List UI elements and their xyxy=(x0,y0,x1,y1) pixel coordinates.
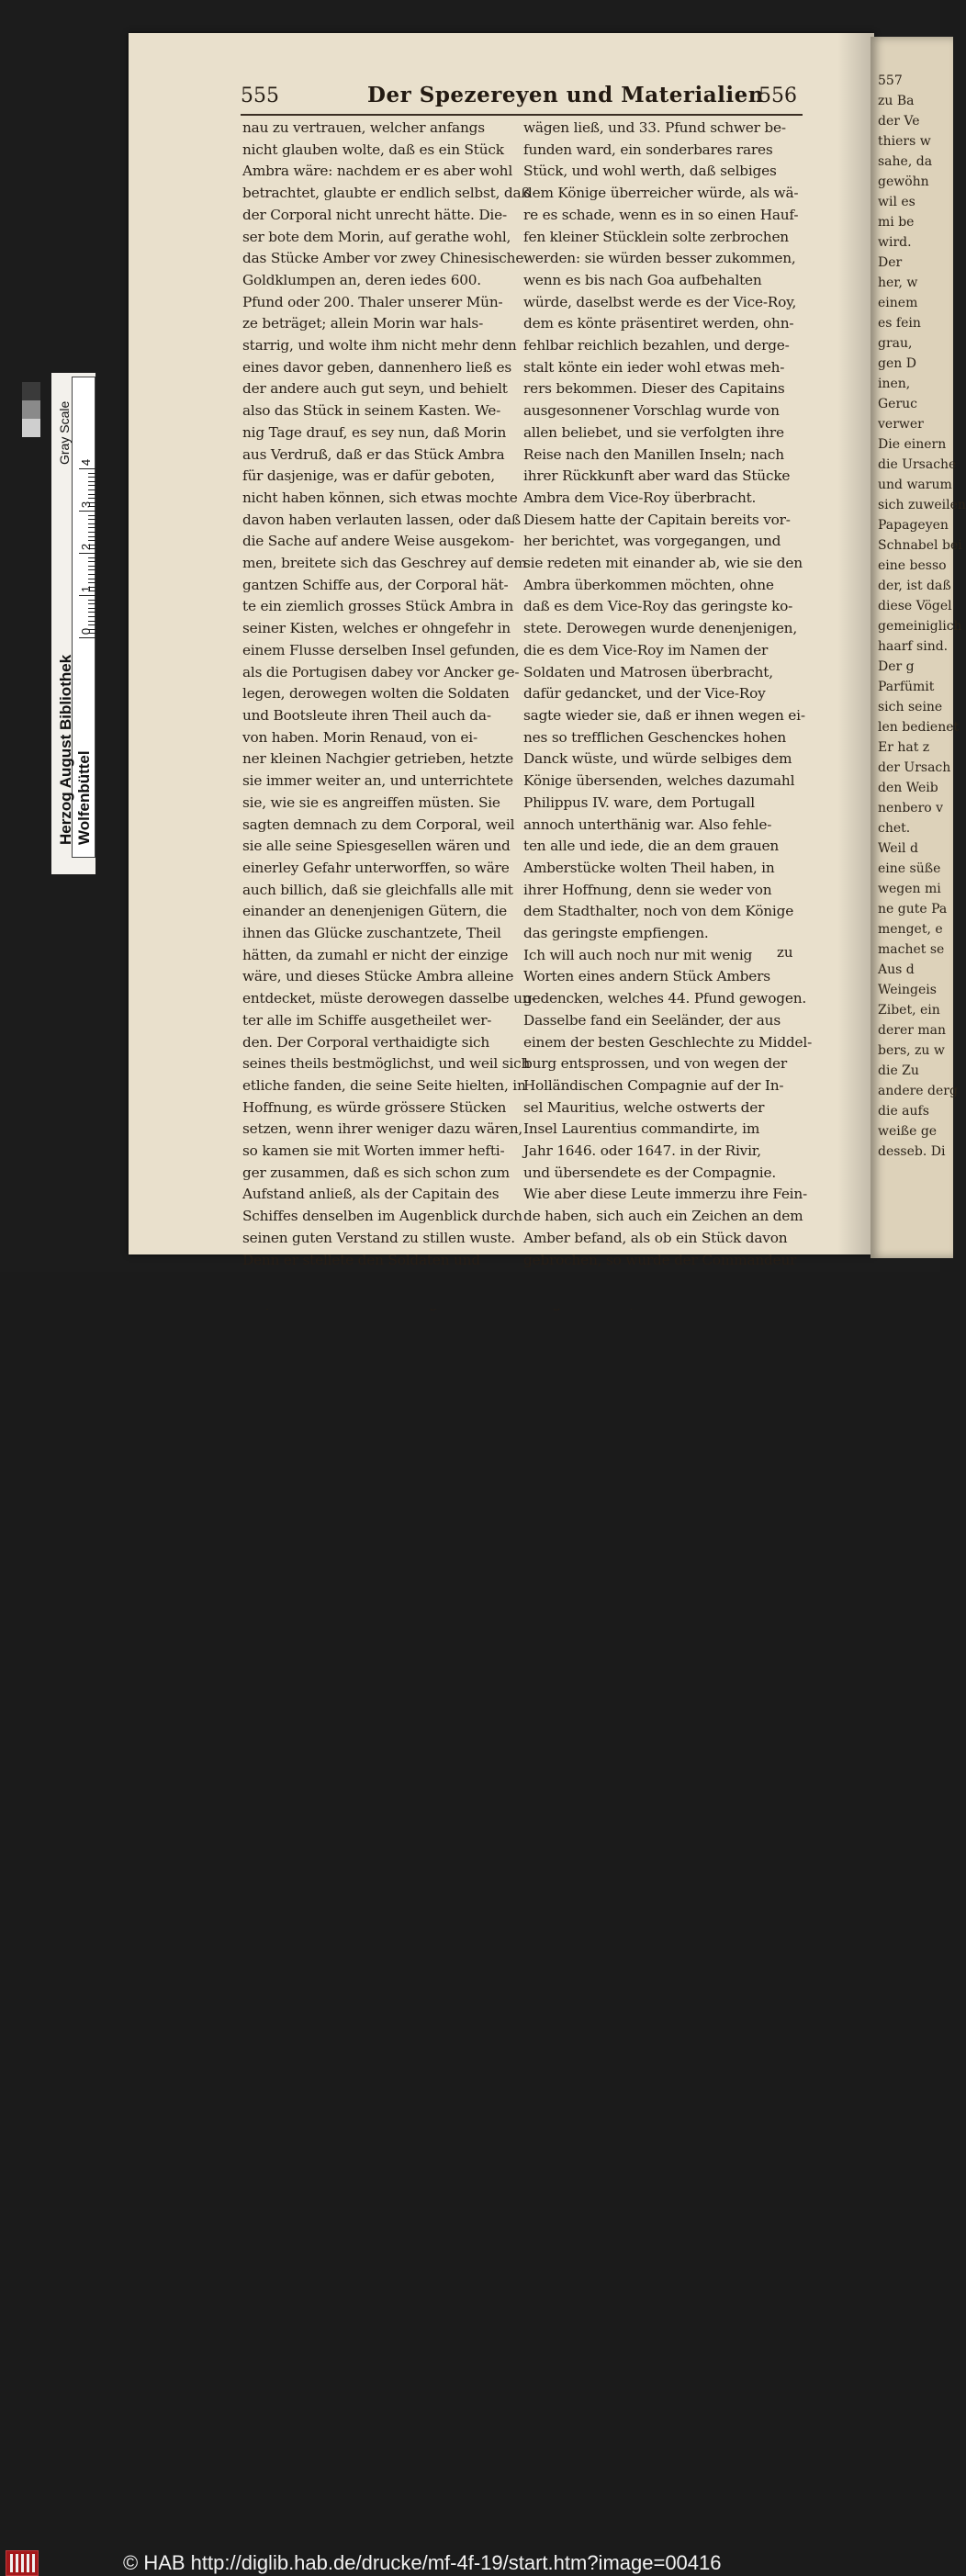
header-rule xyxy=(241,114,803,116)
text-line: eines davor geben, dannenhero ließ es xyxy=(242,358,511,376)
text-line: ner kleinen Nachgier getrieben, hetzte xyxy=(242,750,514,768)
facing-text-fragment: Zibet, ein xyxy=(878,1003,940,1018)
facing-text-fragment: Parfümit xyxy=(878,680,935,694)
ruler-tick xyxy=(88,532,95,533)
facing-text-fragment: Papageyen xyxy=(878,518,949,533)
facing-text-fragment: sahe, da xyxy=(878,154,933,169)
text-line: re es schade, wenn es in so einen Hauf- xyxy=(523,206,799,223)
ruler-tick xyxy=(88,485,95,486)
text-line: te ein ziemlich grosses Stück Ambra in xyxy=(242,598,514,615)
ruler-digit: 1 xyxy=(79,585,94,593)
text-line: ausgesonnener Vorschlag wurde von xyxy=(523,402,780,420)
text-line: Ambra wäre: nachdem er es aber wohl xyxy=(242,163,513,180)
text-line: hätten, da zumahl er nicht der einzige xyxy=(242,946,509,963)
text-line: Worten eines andern Stück Ambers xyxy=(523,968,770,985)
facing-text-fragment: mi be xyxy=(878,215,915,230)
ruler-digit: 4 xyxy=(79,458,94,467)
facing-text-fragment: der Ursach xyxy=(878,760,951,775)
text-line: daß es dem Vice-Roy das geringste ko- xyxy=(523,598,793,615)
gray-swatch-light xyxy=(22,419,40,437)
facing-text-fragment: diese Vögel xyxy=(878,599,952,613)
left-page-number: 555 xyxy=(241,84,279,107)
text-line: Pfund oder 200. Thaler unserer Mün- xyxy=(242,293,503,310)
text-line: seiner Kisten, welches er ohngefehr in xyxy=(242,620,511,637)
text-line: men, breitete sich das Geschrey auf dem xyxy=(242,555,527,572)
text-line: fehlbar reichlich bezahlen, und derge- xyxy=(523,337,790,354)
text-line: als die Portugisen dabey vor Ancker ge- xyxy=(242,663,520,681)
text-line: ihrer Hoffnung, denn sie weder von xyxy=(523,881,772,898)
text-line: davon haben verlauten lassen, oder daß xyxy=(242,511,521,528)
ruler-tick xyxy=(88,574,95,575)
text-line: Dasselbe fand ein Seeländer, der aus xyxy=(523,1011,781,1029)
text-line: der andere auch gut seyn, und behielt xyxy=(242,380,508,398)
text-line: dem Könige überreicher würde, als wä- xyxy=(523,185,799,202)
ruler-tick xyxy=(88,608,95,609)
text-line: Danck wüste, und würde selbiges dem xyxy=(523,750,792,768)
running-title: Der Spezereyen und Materialien xyxy=(367,83,764,107)
ruler-tick xyxy=(88,523,95,524)
facing-text-fragment: Die einern xyxy=(878,437,947,452)
text-line: Jahr 1646. oder 1647. in der Rivir, xyxy=(523,1142,761,1160)
ruler-tick xyxy=(88,621,95,622)
text-line: dem Stadthalter, noch von dem Könige xyxy=(523,903,794,920)
text-line: etliche fanden, die seine Seite hielten, in xyxy=(242,1076,526,1094)
text-line: dem es könte präsentiret werden, ohn- xyxy=(523,315,794,332)
text-line: also das Stück in seinem Kasten. We- xyxy=(242,402,501,420)
facing-text-fragment: andere derg xyxy=(878,1084,958,1098)
facing-text-fragment: desseb. Di xyxy=(878,1144,946,1159)
text-line: Wie aber diese Leute immerzu ihre Fein- xyxy=(523,1186,807,1203)
text-line: nicht glauben wolte, daß es ein Stück xyxy=(242,141,504,158)
ruler-tick xyxy=(79,511,95,512)
facing-text-fragment: 557 xyxy=(878,73,903,88)
text-line: sagte wieder sie, daß er ihnen wegen ei- xyxy=(523,706,805,724)
text-line: der Corporal nicht unrecht hätte. Die- xyxy=(242,206,507,223)
facing-text-fragment: Der g xyxy=(878,659,915,674)
ruler-tick xyxy=(88,582,95,583)
ruler-tick xyxy=(88,603,95,604)
facing-text-fragment: sich seine xyxy=(878,700,943,714)
facing-text-fragment: gewöhn xyxy=(878,174,929,189)
text-line: würde, daselbst werde es der Vice-Roy, xyxy=(523,293,797,310)
gray-scale-label: Gray Scale xyxy=(57,400,72,465)
text-line: einem der besten Geschlechte zu Middel- xyxy=(523,1033,813,1051)
text-line: aus Verdruß, daß er das Stück Ambra xyxy=(242,445,505,463)
ruler-digit: 2 xyxy=(79,543,94,551)
ruler-tick xyxy=(88,566,95,567)
text-line: wägen ließ, und 33. Pfund schwer be- xyxy=(523,119,786,136)
ruler-tick xyxy=(79,553,95,554)
facing-text-fragment: wird. xyxy=(878,235,912,250)
facing-text-fragment: grau, xyxy=(878,336,913,351)
institution-city: Wolfenbüttel xyxy=(75,750,93,845)
text-line: her berichtet, was vorgegangen, und xyxy=(523,533,781,550)
text-line: Schiffes denselben im Augenblick durch xyxy=(242,1208,522,1225)
right-text-column xyxy=(523,118,813,1268)
text-line: auch billich, daß sie gleichfalls alle mit xyxy=(242,881,513,898)
text-line: rers bekommen. Dieser des Capitains xyxy=(523,380,785,398)
text-line: Reise nach den Manillen Inseln; nach xyxy=(523,445,784,463)
text-line: stete. Derowegen wurde denenjenigen, xyxy=(523,620,797,637)
facing-text-fragment: wil es xyxy=(878,195,915,209)
ruler-ticks xyxy=(79,468,95,643)
facing-text-fragment: len bedienet xyxy=(878,720,960,735)
ruler-tick xyxy=(88,600,95,601)
text-line: entdecket, müste derowegen dasselbe un- xyxy=(242,990,536,1007)
facing-text-fragment: ne gute Pa xyxy=(878,902,948,917)
text-line: setzen, wenn ihrer weniger dazu wären, xyxy=(242,1120,523,1138)
facing-page-fragment xyxy=(871,37,966,1258)
facing-text-fragment: her, w xyxy=(878,276,918,290)
text-line: allen beliebet, und sie verfolgten ihre xyxy=(523,423,784,441)
facing-text-fragment: Er hat z xyxy=(878,740,930,755)
scan-stage xyxy=(0,0,966,1272)
text-line: ser bote dem Morin, auf gerathe wohl, xyxy=(242,228,511,245)
facing-text-fragment: einem xyxy=(878,296,918,310)
facing-text-fragment: Der xyxy=(878,255,903,270)
ruler-tick xyxy=(88,494,95,495)
facing-text-fragment: menget, e xyxy=(878,922,943,937)
ruler-tick xyxy=(88,519,95,520)
text-line: gedencken, welches 44. Pfund gewogen. xyxy=(523,990,807,1007)
text-line: ihrer Rückkunft aber ward das Stücke xyxy=(523,467,791,485)
ruler-digit: 0 xyxy=(79,627,94,636)
facing-text-fragment: bers, zu w xyxy=(878,1043,945,1058)
text-line: Könige übersenden, welches dazumahl xyxy=(523,772,795,790)
text-line: ter alle im Schiffe ausgetheilet wer- xyxy=(242,1011,492,1029)
ruler-tick xyxy=(79,637,95,638)
text-line: de haben, sich auch ein Zeichen an dem xyxy=(523,1208,803,1225)
text-line: nig Tage drauf, es sey nun, daß Morin xyxy=(242,423,507,441)
text-line: das geringste empfiengen. xyxy=(523,925,709,942)
text-line: fen kleiner Stücklein solte zerbrochen xyxy=(523,228,789,245)
text-line: sel Mauritius, welche ostwerts der xyxy=(523,1098,765,1116)
ruler-tick xyxy=(88,536,95,537)
facing-text-fragment: der, ist daß xyxy=(878,579,951,593)
ruler-tick xyxy=(88,616,95,617)
facing-text-fragment: die Zu xyxy=(878,1063,919,1078)
text-line: sie redeten mit einander ab, wie sie den xyxy=(523,555,803,572)
text-line: die Sache auf andere Weise ausgekom- xyxy=(242,533,514,550)
text-line: und übersendete es der Compagnie. xyxy=(523,1164,776,1181)
text-line: Denn er stellete den Soldaten und xyxy=(242,1251,480,1268)
ruler-tick xyxy=(88,624,95,625)
hab-logo-icon xyxy=(6,2550,39,2576)
text-line: Holländischen Compagnie auf der In- xyxy=(523,1076,784,1094)
facing-text-fragment: Aus d xyxy=(878,962,915,977)
text-line: für dasjenige, was er dafür geboten, xyxy=(242,467,495,485)
facing-text-fragment: es fein xyxy=(878,316,921,331)
facing-text-fragment: den Weib xyxy=(878,781,938,795)
text-line: so kamen sie mit Worten immer hefti- xyxy=(242,1142,505,1160)
facing-text-fragment: haarf sind. xyxy=(878,639,949,654)
catchword: zu xyxy=(777,944,793,961)
facing-text-fragment: Weingeis xyxy=(878,983,937,997)
facing-text-fragment: verwer xyxy=(878,417,924,432)
text-line: und Bootsleute ihren Theil auch da- xyxy=(242,706,491,724)
text-line: nicht haben können, sich etwas mochte xyxy=(242,489,518,506)
text-line: Hoffnung, es würde grössere Stücken xyxy=(242,1098,507,1116)
facing-text-fragment: zu Ba xyxy=(878,94,915,108)
facing-text-fragment: chet. xyxy=(878,821,911,836)
text-line: gebrochen, so wurde der Commandeur xyxy=(523,1251,797,1268)
text-line: Diesem hatte der Capitain bereits vor- xyxy=(523,511,791,528)
text-line: werden: sie würden besser zukommen, xyxy=(523,250,796,267)
gray-swatch-dark xyxy=(22,382,40,400)
facing-text-fragment: nenbero v xyxy=(878,801,944,816)
text-line: wäre, und dieses Stücke Ambra alleine xyxy=(242,968,514,985)
text-line: ger zusammen, daß es sich schon zum xyxy=(242,1164,510,1181)
copyright-url[interactable]: © HAB http://diglib.hab.de/drucke/mf-4f-19/start.htm?image=00416 xyxy=(123,2551,722,2574)
text-line: Ich will auch noch nur mit wenig xyxy=(523,946,753,963)
ruler-tick xyxy=(88,489,95,490)
text-line: sie, wie sie es angreiffen müsten. Sie xyxy=(242,793,500,811)
facing-text-fragment: wegen mi xyxy=(878,882,941,896)
text-line: stalt könte ein ieder wohl etwas meh- xyxy=(523,358,785,376)
text-line: einerley Gefahr unterworffen, so wäre xyxy=(242,859,510,876)
text-line: sie alle seine Spiesgesellen wären und xyxy=(242,838,511,855)
text-line: Ambra überkommen möchten, ohne xyxy=(523,576,774,593)
facing-text-fragment: thiers w xyxy=(878,134,931,149)
facing-text-fragment: eine besso xyxy=(878,558,947,573)
text-line: Soldaten und Matrosen überbracht, xyxy=(523,663,773,681)
text-line: nes so trefflichen Geschenckes hohen xyxy=(523,728,787,746)
text-line: Amber befand, als ob ein Stück davon xyxy=(523,1229,788,1246)
ruler-tick xyxy=(88,540,95,541)
ruler-tick xyxy=(88,561,95,562)
viewer-footer xyxy=(0,1272,940,2574)
text-line: sie immer weiter an, und unterrichtete xyxy=(242,772,513,790)
text-line: Goldklumpen an, deren iedes 600. xyxy=(242,271,481,288)
text-line: gantzen Schiffe aus, der Corporal hät- xyxy=(242,576,509,593)
facing-text-fragment: und warum xyxy=(878,478,952,492)
facing-text-fragment: machet se xyxy=(878,942,945,957)
facing-text-fragment: gen D xyxy=(878,356,916,371)
text-line: einander an denenjenigen Gütern, die xyxy=(242,903,508,920)
text-line: betrachtet, glaubte er endlich selbst, daß xyxy=(242,185,531,202)
ruler-digit: 3 xyxy=(79,501,94,509)
text-line: nau zu vertrauen, welcher anfangs xyxy=(242,119,485,136)
text-line: einem Flusse derselben Insel gefunden, xyxy=(242,641,520,658)
ruler-tick xyxy=(88,515,95,516)
ruler-tick xyxy=(79,468,95,469)
ruler-tick xyxy=(88,612,95,613)
ruler-tick xyxy=(88,481,95,482)
text-line: burg entsprossen, und von wegen der xyxy=(523,1055,787,1073)
facing-text-fragment: die aufs xyxy=(878,1104,929,1119)
ruler-tick xyxy=(88,569,95,570)
text-line: dafür gedancket, und der Vice-Roy xyxy=(523,685,766,703)
text-line: das Stücke Amber vor zwey Chinesische xyxy=(242,250,524,267)
text-line: sagten demnach zu dem Corporal, weil xyxy=(242,816,515,833)
text-line: Philippus IV. ware, dem Portugall xyxy=(523,793,755,811)
facing-text-fragment: inen, xyxy=(878,377,911,391)
facing-text-fragment: gemeiniglich xyxy=(878,619,962,634)
facing-text-fragment: derer man xyxy=(878,1023,947,1038)
ruler-tick xyxy=(88,498,95,499)
ruler-tick xyxy=(88,527,95,528)
text-line: von haben. Morin Renaud, von ei- xyxy=(242,728,477,746)
ruler-tick xyxy=(79,595,95,596)
facing-text-fragment: der Ve xyxy=(878,114,920,129)
text-line: den. Der Corporal verthaidigte sich xyxy=(242,1033,490,1051)
text-line: wenn es bis nach Goa aufbehalten xyxy=(523,271,762,288)
facing-text-fragment: sich zuweilen xyxy=(878,498,966,512)
text-line: Insel Laurentius commandirte, im xyxy=(523,1120,760,1138)
text-line: Stück, und wohl werth, daß selbiges xyxy=(523,163,777,180)
text-line: Ambra dem Vice-Roy überbracht. xyxy=(523,489,757,506)
text-line: ten alle und iede, die an dem grauen xyxy=(523,838,780,855)
text-line: annoch unterthänig war. Also fehle- xyxy=(523,816,772,833)
text-line: seinen guten Verstand zu stillen wuste. xyxy=(242,1229,515,1246)
right-page-number: 556 xyxy=(758,84,797,107)
facing-text-fragment: Geruc xyxy=(878,397,918,411)
text-line: Aufstand anließ, als der Capitain des xyxy=(242,1186,500,1203)
ruler-tick xyxy=(88,557,95,558)
ruler-tick xyxy=(88,477,95,478)
left-text-column xyxy=(242,118,536,1268)
facing-text-fragment: die Ursache xyxy=(878,457,957,472)
facing-text-fragment: Schnabel bei xyxy=(878,538,962,553)
text-line: die es dem Vice-Roy im Namen der xyxy=(523,641,769,658)
facing-text-fragment: Weil d xyxy=(878,841,918,856)
facing-text-fragment: eine süße xyxy=(878,861,941,876)
text-line: ze beträget; allein Morin war hals- xyxy=(242,315,484,332)
text-line: legen, derowegen wolten die Soldaten xyxy=(242,685,510,703)
text-line: ihnen das Glücke zuschantzete, Theil xyxy=(242,925,501,942)
facing-text-fragment: weiße ge xyxy=(878,1124,938,1139)
text-line: starrig, und wolte ihm nicht mehr denn xyxy=(242,337,517,354)
text-line: seines theils bestmöglichst, und weil sich xyxy=(242,1055,531,1073)
institution-name: Herzog August Bibliothek xyxy=(57,654,74,845)
text-line: Amberstücke wolten Theil haben, in xyxy=(523,859,775,876)
ruler-tick xyxy=(88,473,95,474)
gray-swatch-mid xyxy=(22,400,40,419)
text-line: funden ward, ein sonderbares rares xyxy=(523,141,773,158)
